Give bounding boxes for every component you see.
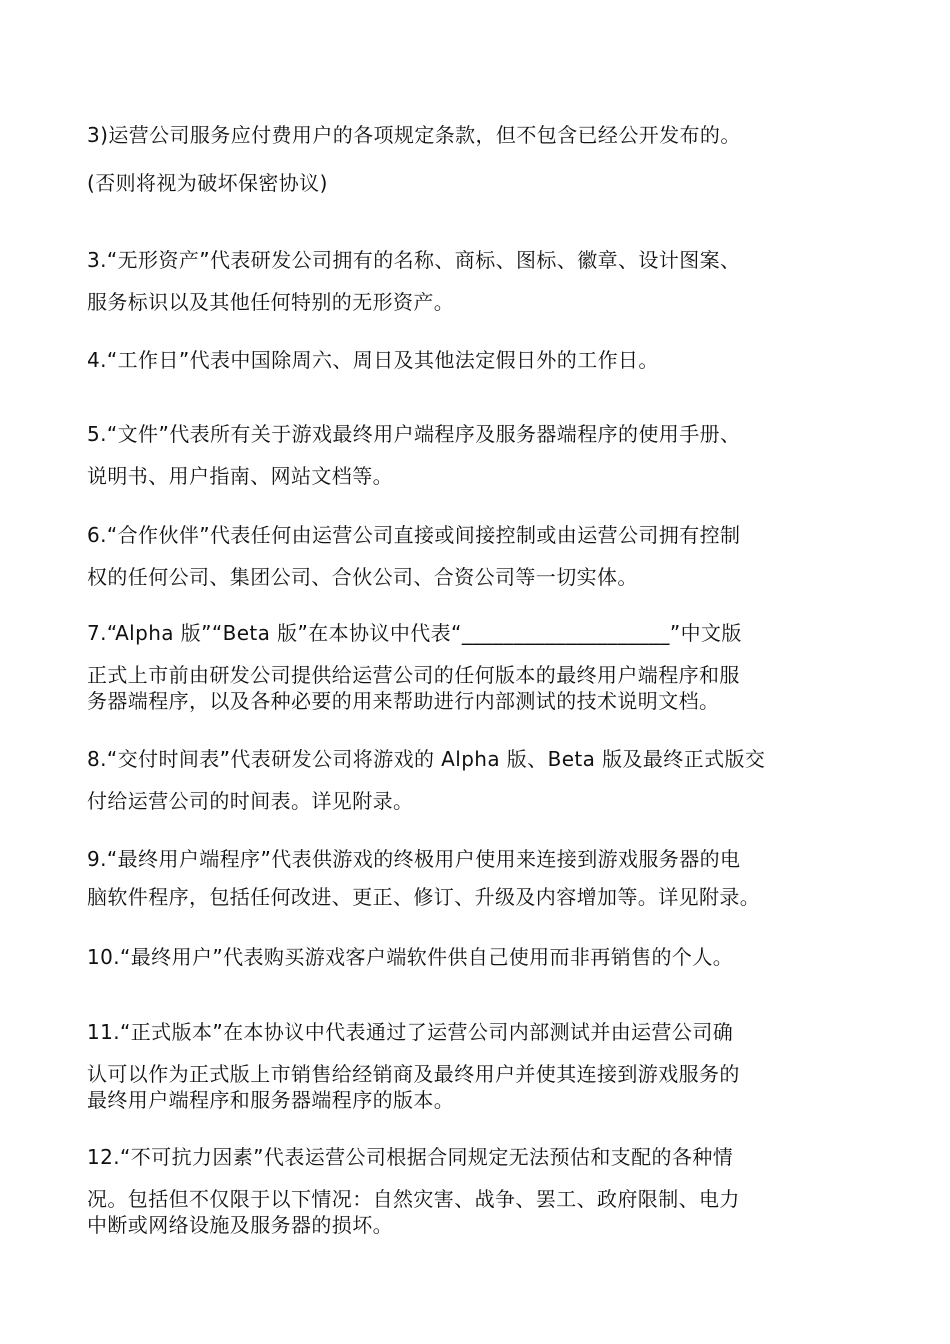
definition-delivery-schedule bbox=[87, 740, 867, 820]
text-line: 付给运营公司的时间表。详见附录。 bbox=[87, 789, 414, 813]
definition-intangible-assets bbox=[87, 241, 867, 321]
text-line: 认可以作为正式版上市销售给经销商及最终用户并使其连接到游戏服务的 bbox=[87, 1062, 740, 1086]
text-line: 5.“文件”代表所有关于游戏最终用户端程序及服务器端程序的使用手册、 bbox=[87, 422, 741, 446]
definition-working-day bbox=[87, 341, 867, 379]
text-line: 服务标识以及其他任何特别的无形资产。 bbox=[87, 290, 455, 314]
definition-partner bbox=[87, 516, 867, 596]
text-line: 中断或网络设施及服务器的损坏。 bbox=[87, 1213, 393, 1237]
text-line: (否则将视为破坏保密协议) bbox=[87, 171, 328, 195]
definition-end-user bbox=[87, 938, 867, 976]
text-line: 务器端程序，以及各种必要的用来帮助进行内部测试的技术说明文档。 bbox=[87, 689, 720, 713]
text-line: 7.“Alpha 版”“Beta 版”在本协议中代表“____________________”中文版 bbox=[87, 621, 742, 645]
definition-end-user-client bbox=[87, 840, 867, 916]
text-line: 3)运营公司服务应付费用户的各项规定条款，但不包含已经公开发布的。 bbox=[87, 123, 741, 147]
definition-official-version bbox=[87, 1013, 867, 1119]
definition-documents bbox=[87, 415, 867, 495]
text-line: 最终用户端程序和服务器端程序的版本。 bbox=[87, 1088, 455, 1112]
text-line: 6.“合作伙伴”代表任何由运营公司直接或间接控制或由运营公司拥有控制 bbox=[87, 523, 741, 547]
definition-force-majeure bbox=[87, 1138, 867, 1244]
paragraph-item-3-3 bbox=[87, 116, 867, 202]
text-line: 8.“交付时间表”代表研发公司将游戏的 Alpha 版、Beta 版及最终正式版交 bbox=[87, 747, 766, 771]
text-line: 10.“最终用户”代表购买游戏客户端软件供自己使用而非再销售的个人。 bbox=[87, 945, 734, 969]
text-line: 11.“正式版本”在本协议中代表通过了运营公司内部测试并由运营公司确 bbox=[87, 1020, 734, 1044]
definition-alpha-beta bbox=[87, 614, 867, 720]
text-line: 说明书、用户指南、网站文档等。 bbox=[87, 464, 393, 488]
text-line: 脑软件程序，包括任何改进、更正、修订、升级及内容增加等。详见附录。 bbox=[87, 885, 761, 909]
text-line: 3.“无形资产”代表研发公司拥有的名称、商标、图标、徽章、设计图案、 bbox=[87, 248, 741, 272]
text-line: 12.“不可抗力因素”代表运营公司根据合同规定无法预估和支配的各种情 bbox=[87, 1145, 734, 1169]
text-line: 正式上市前由研发公司提供给运营公司的任何版本的最终用户端程序和服 bbox=[87, 663, 740, 687]
text-line: 4.“工作日”代表中国除周六、周日及其他法定假日外的工作日。 bbox=[87, 348, 659, 372]
text-line: 权的任何公司、集团公司、合伙公司、合资公司等一切实体。 bbox=[87, 565, 638, 589]
text-line: 况。包括但不仅限于以下情况：自然灾害、战争、罢工、政府限制、电力 bbox=[87, 1187, 740, 1211]
text-line: 9.“最终用户端程序”代表供游戏的终极用户使用来连接到游戏服务器的电 bbox=[87, 847, 741, 871]
